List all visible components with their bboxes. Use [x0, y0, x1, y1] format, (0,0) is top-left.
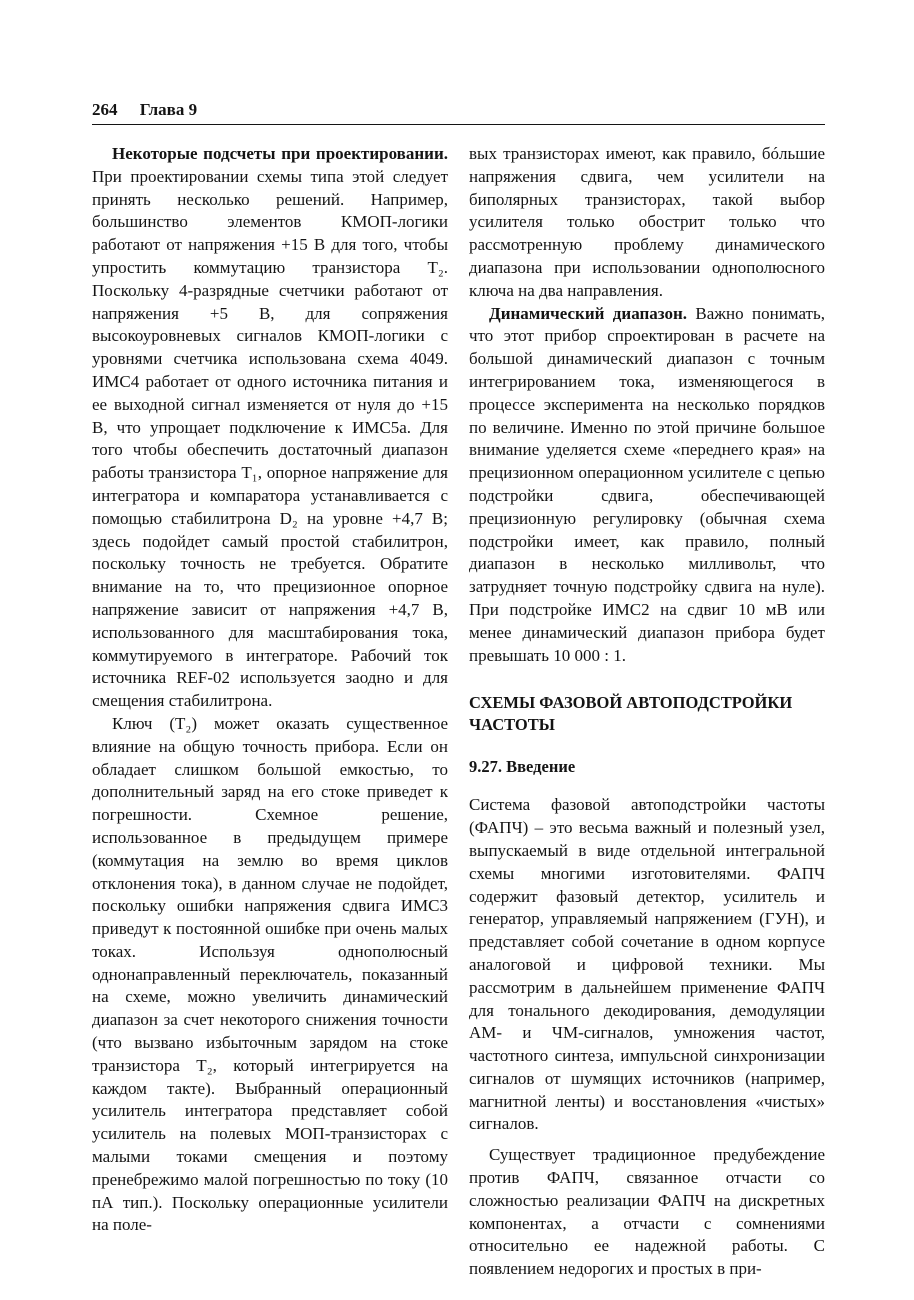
running-head [92, 100, 825, 120]
paragraph-design-calculations [92, 143, 448, 713]
run-in-heading: Некоторые подсчеты при проектировании. [112, 144, 448, 163]
paragraph-dynamic-range [469, 303, 825, 668]
paragraph-pll-intro: Система фазовой автоподстройки частоты (ФАПЧ) – это весьма важный и полезный узел, выпускаемый в виде отдельной интегральной схемы многими изготовителями. ФАПЧ содержит фазовый детектор, усилитель и генератор, управляемый напряжением (ГУН), и представляет собой сочетание в одном корпусе аналоговой и цифровой техники. Мы рассмотрим в дальнейшем применение ФАПЧ для тонального декодирования, демодуляции АМ- и ЧМ-сигналов, умножения частот, частотного синтеза, импульсной синхронизации сигналов от шумящих источников (например, магнитной ленты) и восстановления «чистых» сигналов. [469, 795, 825, 1134]
left-column [92, 143, 448, 1237]
right-column [469, 143, 825, 1281]
section-heading: СХЕМЫ ФАЗОВОЙ АВТОПОДСТРОЙКИ ЧАСТОТЫ [469, 693, 793, 735]
subsection-heading: 9.27. Введение [469, 757, 576, 777]
paragraph-continued: вых транзисторах имеют, как правило, бóльшие напряжения сдвига, чем усилители на биполярных транзисторах, такой выбор усилителя только обострит только что рассмотренную проблему динамического диапазона при использовании однополюсного ключа на два направления. [469, 144, 825, 300]
run-in-heading: Динамический диапазон. [489, 303, 688, 323]
paragraph-text: При проектировании схемы типа этой следует принять несколько решений. Например, большинство элементов КМОП-логики работают от напряжения +15 В для того, чтобы упростить коммутацию транзистора T₂. Поскольку 4-разрядные счетчики работают от напряжения +5 В, для сопряжения высокоуровневых сигналов КМОП-логики с уровнями счетчика использована схема 4049. ИМС4 работает от одного источника питания и ее выходной сигнал изменяется от нуля до +15 В, что упрощает подключение к ИМС5а. Для того чтобы обеспечить достаточный диапазон работы транзистора T₁, опорное напряжение для интегратора и компаратора устанавливается с помощью стабилитрона D₂ на уровне +4,7 В; здесь подойдет самый простой стабилитрон, поскольку точность не требуется. Обратите внимание на то, что прецизионное опорное напряжение зависит от напряжения +4,7 В, использованного для масштабирования тока, коммутируемого в интеграторе. Рабочий ток источника REF-02 используется заодно и для смещения стабилитрона. [92, 166, 448, 711]
paragraph-text: Важно понимать, что этот прибор спроектирован в расчете на большой динамический диапазон с точным интегрированием тока, изменяющегося в процессе эксперимента на несколько порядков по величине. Именно по этой причине большое внимание уделяется схеме «переднего края» на прецизионном операционном усилителе с цепью подстройки сдвига, обеспечивающей прецизионную регулировку (обычная схема подстройки имеет, как правило, полный диапазон в несколько милливольт, что затрудняет точную подстройку сдвига на нуле). При подстройке ИМС2 на сдвиг 10 мВ или менее динамический диапазон прибора будет превышать 10 000 : 1. [469, 303, 825, 665]
paragraph-switch-t2: Ключ (T₂) может оказать существенное влияние на общую точность прибора. Если он обладает слишком большой емкостью, то дополнительный заряд на его стоке приведет к погрешности. Схемное решение, использованное в предыдущем примере (коммутация на землю во время циклов отклонения тока), в данном случае не подойдет, поскольку ошибки напряжения сдвига ИМС3 приведут к постоянной ошибке при очень малых токах. Используя однополюсный однонаправленный переключатель, показанный на схеме, можно увеличить динамический диапазон за счет некоторого снижения точности (что вызвано избыточным зарядом на стоке транзистора T₂, который интегрируется на каждом такте). Выбранный операционный усилитель интегратора представляет собой усилитель на полевых МОП-транзисторах с малыми токами смещения и поэтому пренебрежимо малой погрешностью по току (10 пА тип.). Поскольку операционные усилители на поле- [92, 713, 448, 1235]
page-number: 264 [92, 100, 118, 119]
paragraph-pll-prejudice: Существует традиционное предубеждение против ФАПЧ, связанное отчасти со сложностью реализации ФАПЧ на дискретных компонентах, а отчасти с сомнениями относительно ее надежной работы. С появлением недорогих и простых в при- [469, 1145, 825, 1279]
header-rule [92, 124, 825, 125]
chapter-label: Глава 9 [139, 100, 198, 119]
